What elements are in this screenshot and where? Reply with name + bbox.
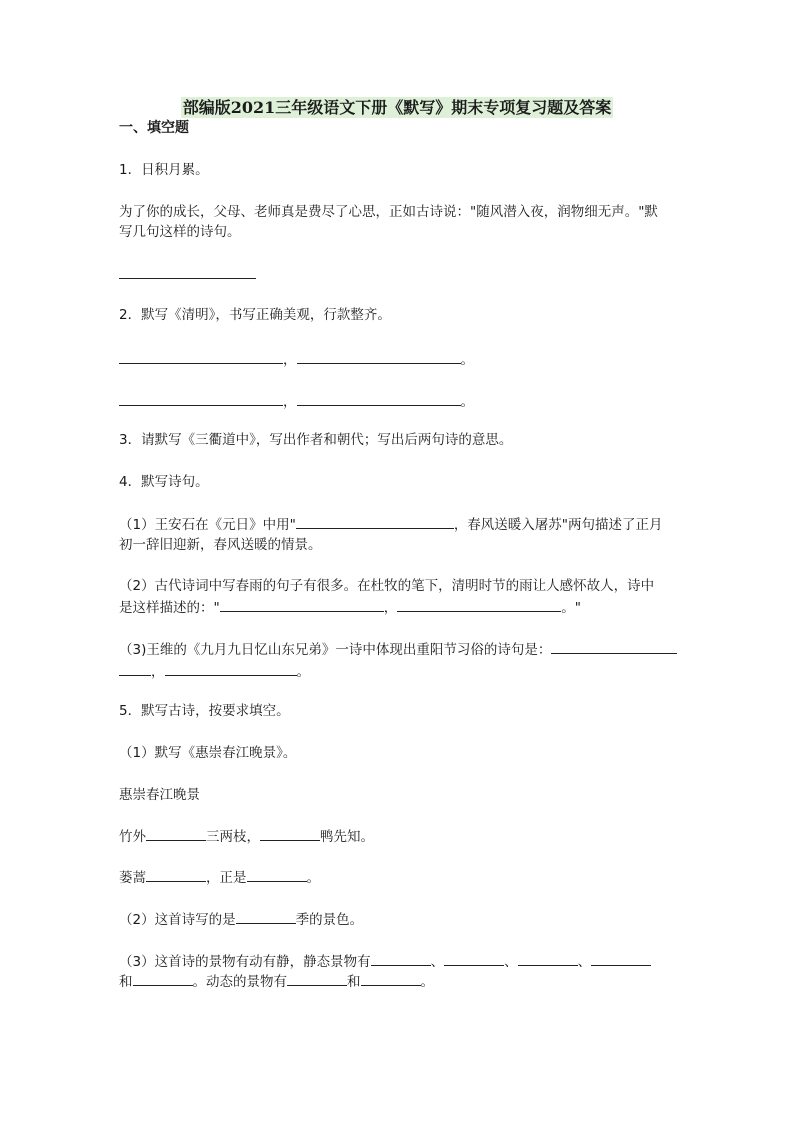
- text: （2）这首诗写的是: [119, 912, 236, 928]
- text: 和: [347, 974, 361, 990]
- qingming-answer-row-2: [119, 391, 679, 412]
- question-4-sub3-line1: [119, 639, 679, 660]
- section-heading: 一、填空题: [119, 120, 189, 136]
- text: ，春风送暖入屠苏"两句描述了正月: [453, 517, 663, 533]
- answer-blank[interactable]: [119, 661, 151, 676]
- question-3-heading: 3．请默写《三衢道中》，写出作者和朝代；写出后两句诗的意思。: [119, 432, 513, 448]
- answer-blank[interactable]: [518, 951, 578, 966]
- question-1-body-line2: 写几句这样的诗句。: [119, 224, 241, 240]
- document-title: 部编版2021三年级语文下册《默写》期末专项复习题及答案: [182, 98, 612, 117]
- text: 蒌蒿: [119, 870, 146, 886]
- answer-blank[interactable]: [260, 826, 320, 841]
- poem-line-2: [119, 867, 679, 888]
- text: 是这样描述的：": [119, 600, 220, 616]
- text: 竹外: [119, 829, 146, 845]
- period: 。: [460, 352, 474, 368]
- text: 。: [306, 870, 320, 886]
- comma: ，: [151, 664, 165, 680]
- text: 。": [561, 600, 581, 616]
- answer-blank[interactable]: [146, 826, 206, 841]
- comma: ，: [283, 394, 297, 410]
- answer-blank[interactable]: [397, 597, 561, 612]
- answer-blank[interactable]: [444, 951, 504, 966]
- separator: 、: [430, 954, 445, 970]
- question-5-sub3-line1: [119, 951, 679, 972]
- period: 。: [296, 664, 310, 680]
- text: 。动态的景物有: [192, 974, 287, 990]
- separator: 、: [577, 954, 592, 970]
- poem-title: 惠崇春江晚景: [119, 787, 200, 803]
- question-2-heading: 2．默写《清明》，书写正确美观，行款整齐。: [119, 307, 391, 323]
- question-4-sub2-line2: [119, 597, 679, 618]
- answer-blank[interactable]: [591, 951, 651, 966]
- answer-blank[interactable]: [247, 867, 307, 882]
- answer-blank[interactable]: [551, 639, 677, 654]
- comma: ，: [383, 600, 398, 616]
- text: （3）这首诗的景物有动有静，静态景物有: [119, 954, 371, 970]
- period: 。: [460, 394, 474, 410]
- answer-blank[interactable]: [287, 971, 347, 986]
- text: ，正是: [206, 870, 247, 886]
- question-4-sub1-line1: [119, 514, 679, 535]
- answer-blank[interactable]: [236, 909, 296, 924]
- question-4-sub2-line1: （2）古代诗词中写春雨的句子有很多。在杜牧的笔下，清明时节的雨让人感怀故人，诗中: [119, 578, 655, 594]
- answer-blank[interactable]: [297, 391, 461, 406]
- question-4-sub3-line2: [119, 661, 679, 682]
- question-4-sub1-line2: 初一辞旧迎新，春风送暖的情景。: [119, 537, 322, 553]
- text: 三两枝，: [206, 829, 260, 845]
- poem-line-1: [119, 826, 679, 847]
- answer-blank[interactable]: [119, 349, 283, 364]
- question-5-heading: 5．默写古诗，按要求填空。: [119, 703, 290, 719]
- text: 鸭先知。: [320, 829, 374, 845]
- question-5-sub2: [119, 909, 679, 930]
- answer-blank[interactable]: [297, 349, 461, 364]
- question-4-heading: 4．默写诗句。: [119, 474, 209, 490]
- qingming-answer-row-1: [119, 349, 679, 370]
- separator: 、: [504, 954, 518, 970]
- text: 季的景色。: [295, 912, 364, 928]
- question-5-sub3-line2: [119, 971, 679, 992]
- answer-blank[interactable]: [361, 971, 421, 986]
- text: （1）王安石在《元日》中用": [119, 517, 296, 533]
- answer-blank[interactable]: [296, 514, 454, 529]
- answer-blank[interactable]: [165, 661, 297, 676]
- question-1-heading: 1．日积月累。: [119, 162, 209, 178]
- answer-blank[interactable]: [146, 867, 206, 882]
- question-1-body-line1: 为了你的成长，父母、老师真是费尽了心思，正如古诗说："随风潜入夜，润物细无声。"默: [119, 204, 658, 220]
- text: 。: [420, 974, 434, 990]
- answer-blank[interactable]: [119, 278, 256, 279]
- answer-blank[interactable]: [119, 391, 283, 406]
- answer-blank[interactable]: [220, 597, 384, 612]
- comma: ，: [283, 352, 297, 368]
- question-5-sub1: （1）默写《惠崇春江晚景》。: [119, 745, 297, 761]
- answer-blank[interactable]: [371, 951, 431, 966]
- answer-blank[interactable]: [133, 971, 193, 986]
- text: （3)王维的《九月九日忆山东兄弟》一诗中体现出重阳节习俗的诗句是：: [119, 642, 552, 658]
- text: 和: [119, 974, 133, 990]
